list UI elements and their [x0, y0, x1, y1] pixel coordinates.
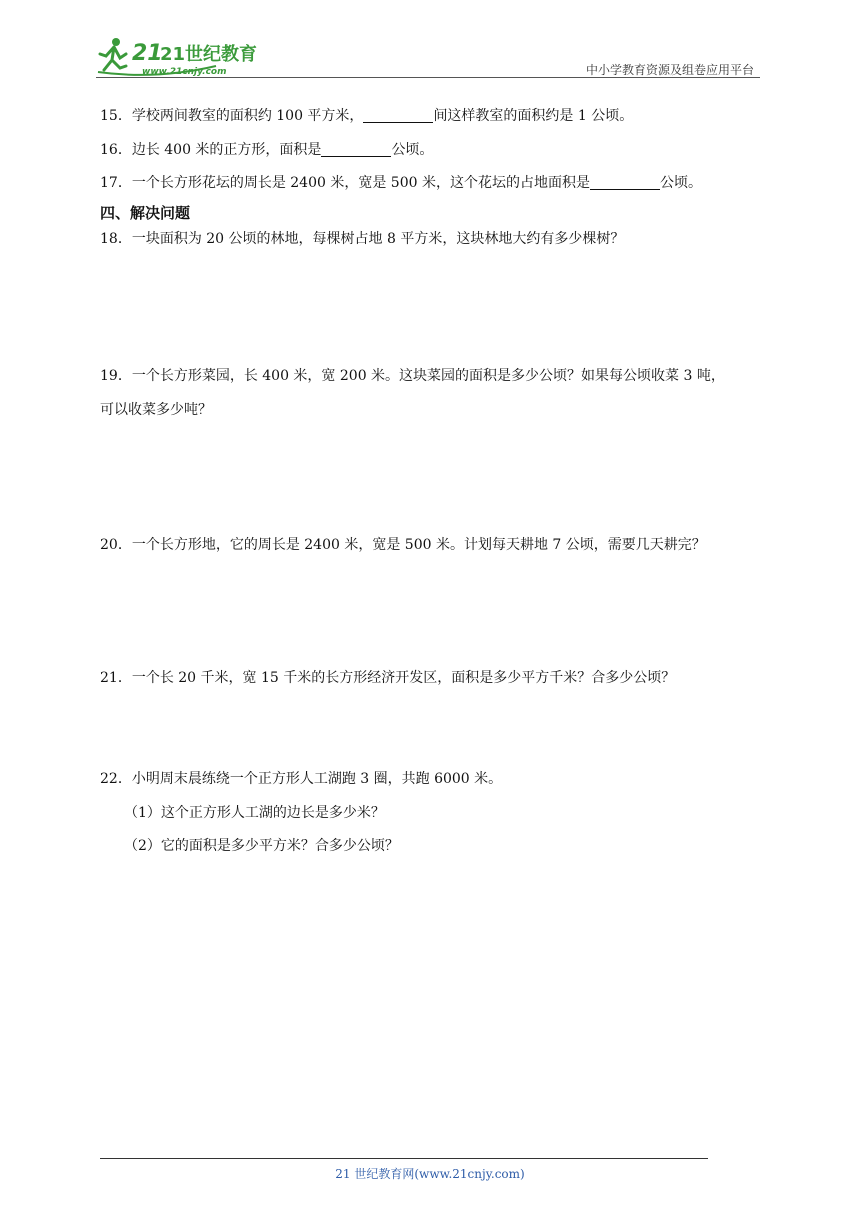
header-platform-text: 中小学教育资源及组卷应用平台 — [585, 63, 754, 77]
logo-graphic — [96, 34, 266, 78]
question-22: 22．小明周末晨练绕一个正方形人工湖跑 3 圈，共跑 6000 米。 — [100, 771, 503, 787]
question-15 — [100, 107, 633, 125]
question-21: 21．一个长 20 千米，宽 15 千米的长方形经济开发区，面积是多少平方千米？合多少公顷？ — [100, 670, 676, 686]
question-19-line2: 可以收菜多少吨？ — [100, 402, 212, 418]
footer-link[interactable]: 21 世纪教育网(www.21cnjy.com) — [335, 1167, 525, 1181]
svg-text:21: 21 — [132, 41, 163, 66]
question-22-sub2: （2）它的面积是多少平方米？合多少公顷？ — [124, 838, 399, 854]
header-divider — [96, 77, 760, 78]
question-18: 18．一块面积为 20 公顷的林地，每棵树占地 8 平方米，这块林地大约有多少棵树？ — [100, 231, 625, 247]
site-logo[interactable] — [96, 34, 266, 78]
question-22-sub1: （1）这个正方形人工湖的边长是多少米？ — [124, 805, 385, 821]
question-20: 20．一个长方形地，它的周长是 2400 米，宽是 500 米。计划每天耕地 7 公顷，需要几天耕完？ — [100, 537, 706, 553]
question-16-tail: 公顷。 — [391, 142, 434, 158]
answer-blank[interactable] — [321, 142, 391, 157]
question-16 — [100, 141, 433, 159]
question-16-text: 16．边长 400 米的正方形，面积是 — [100, 142, 322, 158]
answer-blank[interactable] — [590, 175, 660, 190]
question-17 — [100, 174, 702, 192]
svg-text:21世纪教育: 21世纪教育 — [160, 44, 258, 65]
question-17-text: 17．一个长方形花坛的周长是 2400 米，宽是 500 米，这个花坛的占地面积是 — [100, 175, 590, 191]
footer-divider — [100, 1158, 708, 1159]
question-19-line1: 19．一个长方形菜园，长 400 米，宽 200 米。这块菜园的面积是多少公顷？如果每公顷收菜 3 吨， — [100, 368, 725, 384]
section-title: 四、解决问题 — [100, 204, 191, 222]
question-17-tail: 公顷。 — [659, 175, 702, 191]
question-15-text: 15．学校两间教室的面积约 100 平方米， — [100, 108, 364, 124]
question-15-tail: 间这样教室的面积约是 1 公顷。 — [433, 108, 634, 124]
answer-blank[interactable] — [363, 108, 433, 123]
svg-text:www.21cnjy.com: www.21cnjy.com — [142, 67, 227, 77]
